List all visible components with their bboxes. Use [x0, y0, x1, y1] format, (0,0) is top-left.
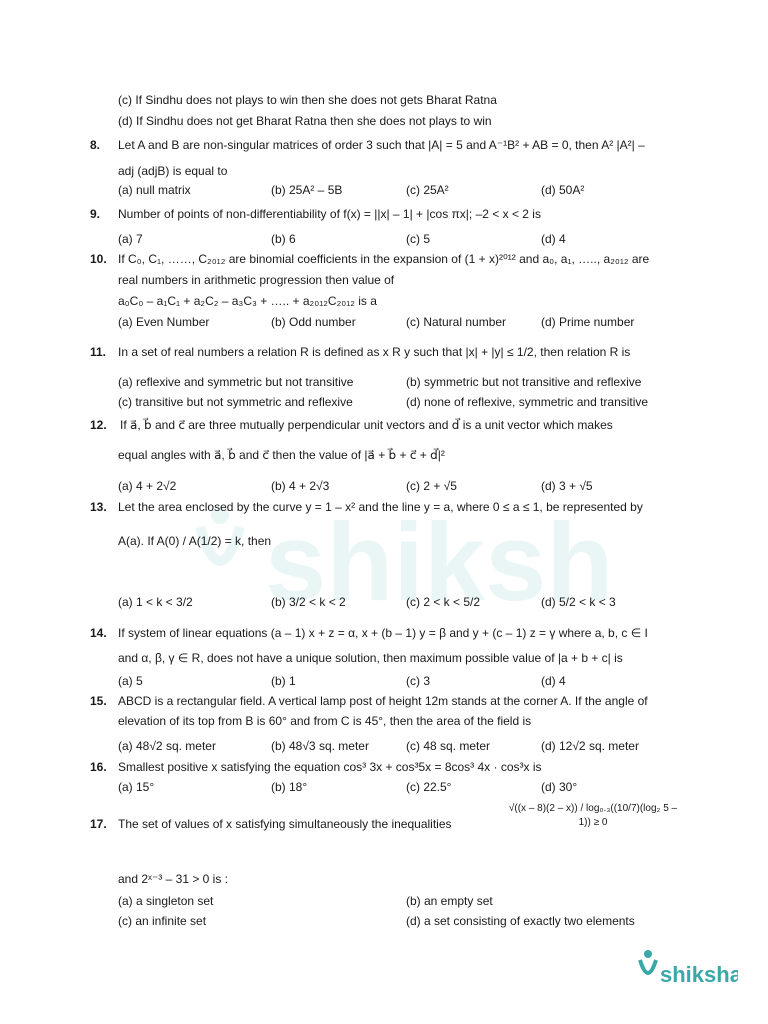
- option-a: (a) 15°: [118, 780, 155, 794]
- option-b: (b) 1: [271, 674, 296, 688]
- question-number: 14.: [90, 626, 107, 640]
- question-number: 12.: [90, 418, 107, 432]
- question-text: real numbers in arithmetic progression then value of: [118, 273, 395, 287]
- option-b: (b) Odd number: [271, 315, 356, 329]
- option-a: (a) 7: [118, 232, 143, 246]
- option-d: (d) 30°: [541, 780, 578, 794]
- option-a: (a) 1 < k < 3/2: [118, 595, 193, 609]
- option-d: (d) 3 + √5: [541, 479, 593, 493]
- option-b: (b) 3/2 < k < 2: [271, 595, 346, 609]
- question-text: The set of values of x satisfying simultaneously the inequalities: [118, 817, 452, 831]
- question-expression: a₀C₀ – a₁C₁ + a₂C₂ – a₃C₃ + ….. + a₂₀₁₂C₂₀₁₂ is a: [118, 294, 377, 308]
- option-a: (a) 48√2 sq. meter: [118, 739, 216, 753]
- option-b: (b) 4 + 2√3: [271, 479, 330, 493]
- option-d: (d) a set consisting of exactly two elements: [406, 914, 635, 928]
- option-d: (d) 50A²: [541, 183, 585, 197]
- shiksha-logo: [638, 948, 738, 993]
- option-c: (c) 5: [406, 232, 430, 246]
- option-a: (a) 5: [118, 674, 143, 688]
- option-c: (c) Natural number: [406, 315, 507, 329]
- option-b: (b) 6: [271, 232, 296, 246]
- option-a: (a) 4 + 2√2: [118, 479, 177, 493]
- option-c: (c) 22.5°: [406, 780, 452, 794]
- question-text: Smallest positive x satisfying the equation cos³ 3x + cos³5x = 8cos³ 4x · cos³x is: [118, 760, 542, 774]
- question-text: If system of linear equations (a – 1) x + z = α, x + (b – 1) y = β and y + (c – 1) z = γ where a, b, c ∈ I: [118, 626, 648, 640]
- question-number: 8.: [90, 138, 101, 152]
- prev-option-c: (c) If Sindhu does not plays to win then she does not gets Bharat Ratna: [118, 93, 497, 107]
- logo-text: shiksha: [660, 962, 738, 987]
- option-a: (a) Even Number: [118, 315, 210, 329]
- option-b: (b) 25A² – 5B: [271, 183, 343, 197]
- question-text: Let the area enclosed by the curve y = 1 – x² and the line y = a, where 0 ≤ a ≤ 1, be represented by: [118, 500, 643, 514]
- question-number: 9.: [90, 207, 101, 221]
- question-text: In a set of real numbers a relation R is defined as x R y such that |x| + |y| ≤ 1/2, then relation R is: [118, 345, 631, 359]
- option-d: (d) 4: [541, 232, 566, 246]
- question-text: A(a). If A(0) / A(1/2) = k, then: [118, 534, 272, 548]
- option-d: (d) 4: [541, 674, 566, 688]
- option-c: (c) 3: [406, 674, 430, 688]
- option-b: (b) an empty set: [406, 894, 493, 908]
- option-a: (a) null matrix: [118, 183, 191, 197]
- question-text: Let A and B are non-singular matrices of order 3 such that |A| = 5 and A⁻¹B² + AB = 0, then A² |A²| –: [118, 138, 645, 152]
- question-number: 10.: [90, 252, 107, 266]
- option-c: (c) 2 < k < 5/2: [406, 595, 481, 609]
- option-a: (a) a singleton set: [118, 894, 214, 908]
- question-text: ABCD is a rectangular field. A vertical lamp post of height 12m stands at the corner A. If the angle of: [118, 694, 648, 708]
- question-text: and 2ˣ⁻³ – 31 > 0 is :: [118, 872, 229, 886]
- option-a: (a) reflexive and symmetric but not transitive: [118, 375, 354, 389]
- question-text: equal angles with a⃗, b⃗ and c⃗ then the value of |a⃗ + b⃗ + c⃗ + d⃗|²: [118, 448, 445, 462]
- option-c: (c) transitive but not symmetric and reflexive: [118, 395, 353, 409]
- option-b: (b) symmetric but not transitive and reflexive: [406, 375, 642, 389]
- question-number: 15.: [90, 694, 107, 708]
- question-number: 16.: [90, 760, 107, 774]
- inequality-expression: √((x – 8)(2 – x)) / log₀.₃((10/7)(log₂ 5 – 1)) ≥ 0: [508, 803, 678, 828]
- prev-option-d: (d) If Sindhu does not get Bharat Ratna then she does not plays to win: [118, 114, 492, 128]
- option-c: (c) 25A²: [406, 183, 449, 197]
- question-text: If a⃗, b⃗ and c⃗ are three mutually perpendicular unit vectors and d⃗ is a unit vector which makes: [120, 418, 613, 432]
- option-c: (c) 2 + √5: [406, 479, 457, 493]
- option-c: (c) 48 sq. meter: [406, 739, 491, 753]
- option-c: (c) an infinite set: [118, 914, 207, 928]
- question-text: elevation of its top from B is 60° and from C is 45°, then the area of the field is: [118, 714, 532, 728]
- option-b: (b) 18°: [271, 780, 308, 794]
- question-number: 17.: [90, 817, 107, 831]
- question-text: and α, β, γ ∈ R, does not have a unique solution, then maximum possible value of |a + b + c| is: [118, 651, 623, 665]
- option-b: (b) 48√3 sq. meter: [271, 739, 369, 753]
- option-d: (d) none of reflexive, symmetric and transitive: [406, 395, 649, 409]
- watermark-text: shiksh: [265, 505, 610, 624]
- question-text: Number of points of non-differentiability of f(x) = ||x| – 1| + |cos πx|; –2 < x < 2 is: [118, 207, 541, 221]
- question-number: 11.: [90, 345, 107, 359]
- option-d: (d) 5/2 < k < 3: [541, 595, 616, 609]
- question-text: If C₀, C₁, ……, C₂₀₁₂ are binomial coefficients in the expansion of (1 + x)²⁰¹² and a₀, a₁, ….., a₂₀₁₂ are: [118, 252, 650, 266]
- option-d: (d) 12√2 sq. meter: [541, 739, 639, 753]
- option-d: (d) Prime number: [541, 315, 635, 329]
- question-text: adj (adjB) is equal to: [118, 164, 228, 178]
- question-number: 13.: [90, 500, 107, 514]
